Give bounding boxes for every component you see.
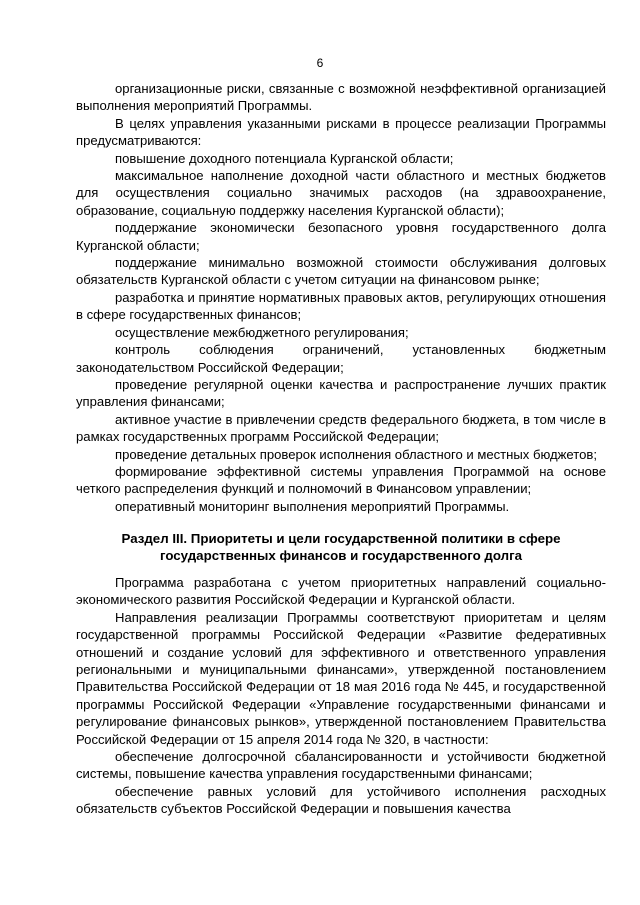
paragraph: обеспечение долгосрочной сбалансированности и устойчивости бюджетной системы, повышение качества управления государственными финансами;: [76, 749, 606, 782]
paragraph: поддержание минимально возможной стоимости обслуживания долговых обязательств Курганской области с учетом ситуации на финансовом рынке;: [76, 255, 606, 288]
paragraph: проведение регулярной оценки качества и распространение лучших практик управления финансами;: [76, 376, 606, 410]
paragraph: В целях управления указанными рисками в процессе реализации Программы предусматриваются:: [76, 115, 606, 149]
paragraph: Направления реализации Программы соответствуют приоритетам и целям государственной программы Российской Федерации «Развитие федеративных отношений и создание условий для эффективного и ответственного управления региональными и муниципальными финансами», утвержденной постановлением Правительства Российской Федерации от 18 мая 2016 года № 445, и государственной программы Российской Федерации «Управление государственными финансами и регулирование финансовых рынков», утвержденной постановлением Правительства Российской Федерации от 15 апреля 2014 года № 320, в частности:: [76, 609, 606, 747]
body-text-bottom: [76, 574, 606, 818]
paragraph: формирование эффективной системы управления Программой на основе четкого распределения функций и полномочий в Финансовом управлении;: [76, 463, 606, 497]
paragraph: проведение детальных проверок исполнения областного и местных бюджетов;: [115, 446, 597, 462]
section-heading: Раздел III. Приоритеты и цели государственной политики в сфере государственных финансов и государственного долга: [121, 531, 561, 564]
paragraph: обеспечение равных условий для устойчивого исполнения расходных обязательств субъектов Российской Федерации и повышения качества: [76, 783, 606, 817]
body-text-top: [76, 80, 606, 515]
paragraph: повышение доходного потенциала Курганской области;: [115, 150, 454, 166]
paragraph: активное участие в привлечении средств федерального бюджета, в том числе в рамках государственных программ Российской Федерации;: [76, 411, 606, 445]
paragraph: осуществление межбюджетного регулирования;: [115, 324, 409, 340]
paragraph: максимальное наполнение доходной части областного и местных бюджетов для осуществления социально значимых расходов (на здравоохранение, образование, социальную поддержку населения Курганской области);: [76, 168, 606, 218]
paragraph: контроль соблюдения ограничений, установленных бюджетным законодательством Российской Федерации;: [76, 342, 606, 375]
paragraph: Программа разработана с учетом приоритетных направлений социально-экономического развития Российской Федерации и Курганской области.: [76, 575, 606, 608]
paragraph: организационные риски, связанные с возможной неэффективной организацией выполнения мероприятий Программы.: [76, 81, 606, 114]
paragraph: поддержание экономически безопасного уровня государственного долга Курганской области;: [76, 220, 606, 253]
paragraph: разработка и принятие нормативных правовых актов, регулирующих отношения в сфере государственных финансов;: [76, 289, 606, 323]
paragraph: оперативный мониторинг выполнения мероприятий Программы.: [115, 498, 510, 514]
page-number: 6: [316, 56, 324, 70]
